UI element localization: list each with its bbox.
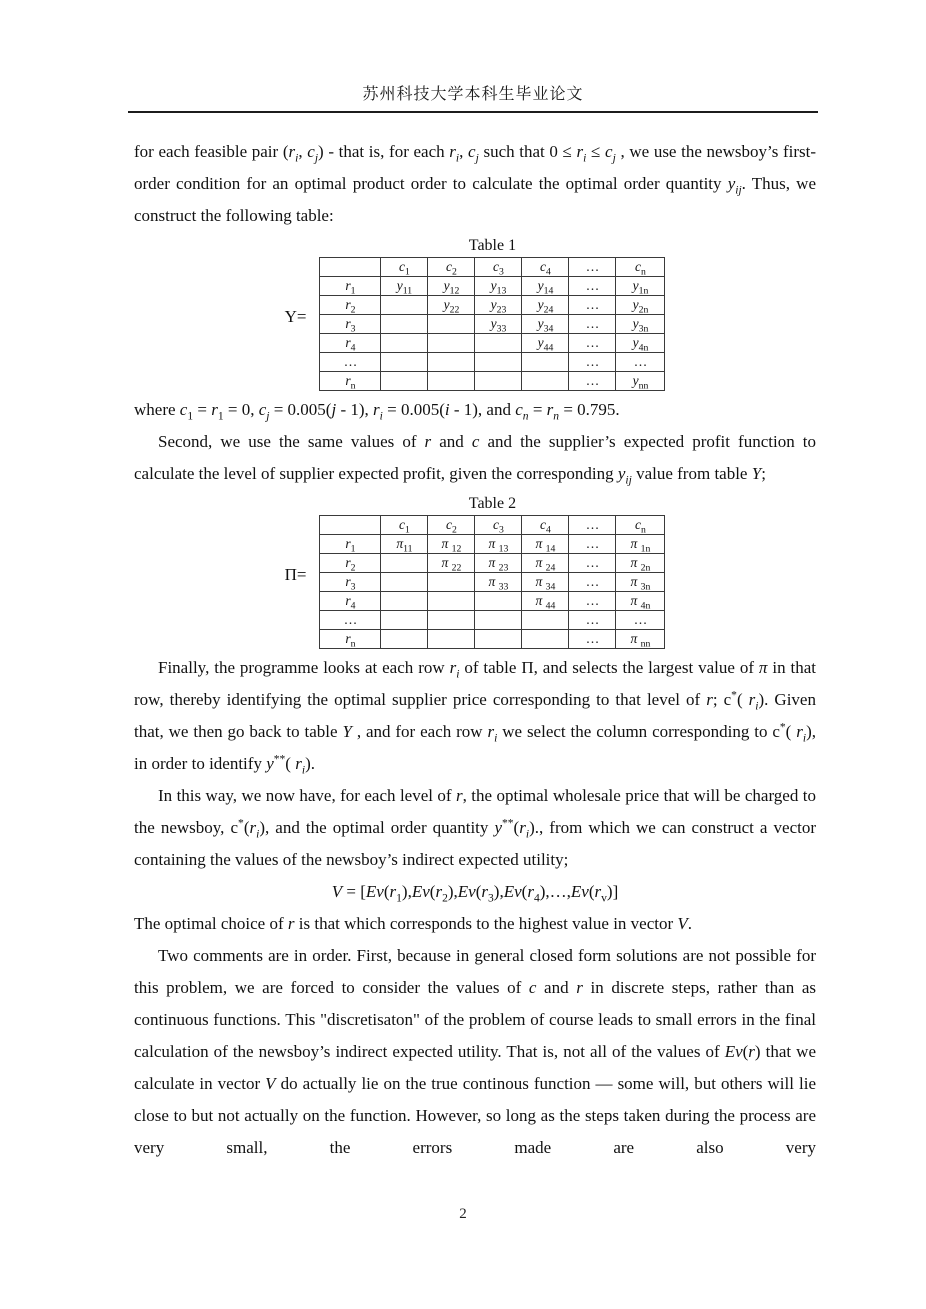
table-cell [475,372,522,391]
table-cell [428,353,475,372]
table-cell: … [569,315,616,334]
table-row [320,296,665,315]
table-cell: $y_{13}$ [475,277,522,296]
table-2-block [319,496,665,649]
table-cell: … [569,554,616,573]
table-row [320,258,665,277]
table-cell [522,630,569,649]
table-cell: … [569,573,616,592]
table-2 [319,515,665,649]
table-cell: … [569,277,616,296]
table-2-caption: Table 2 [468,495,517,512]
table-cell: … [320,611,381,630]
table-cell [381,554,428,573]
table-cell: $y_{1n}$ [616,277,665,296]
paragraph-where-definitions: where $c_1 = r_1 = 0$, $c_j = 0.005(j - 1)$, $r_i = 0.005(i - 1)$, and $c_n = r_n = 0.795$. [134,400,620,423]
figure-table-1 [134,238,816,391]
figure-table-2 [134,496,816,649]
table-row [320,353,665,372]
table-cell: π $_{24}$ [522,554,569,573]
table-cell: $r_4$ [320,592,381,611]
table-row [320,334,665,353]
table-cell: $\pi_{11}$ [381,535,428,554]
table-cell [428,334,475,353]
table-cell: $r_3$ [320,573,381,592]
table-cell [381,334,428,353]
table-cell: $c_4$ [522,258,569,277]
paragraph-optimal-choice: The optimal choice of r is that which corresponds to the highest value in vector V. [134,914,693,933]
matrix-label-y: Y= [284,307,307,326]
table-cell: $y_{34}$ [522,315,569,334]
table-cell: π $_{34}$ [522,573,569,592]
paragraph-in-this-way: In this way, we now have, for each level of r, the optimal wholesale price that will be charged to the newsboy, $c^*(r_i)$, and the optimal order quantity $y^{**}(r_i)$., from which we can construct a vector containing the values of the newsboy’s indirect expected utility; [134,786,816,869]
table-cell [381,611,428,630]
table-cell: π $_{1n}$ [616,535,665,554]
table-cell: … [616,353,665,372]
table-cell: $y_{nn}$ [616,372,665,391]
table-cell: $y_{11}$ [381,277,428,296]
table-cell: $y_{12}$ [428,277,475,296]
table-1 [319,257,665,391]
paragraph-finally: Finally, the programme looks at each row $r_i$ of table Π, and selects the largest value of π in that row, thereby identifying the optimal supplier price corresponding to that level of r; c*( $r_i$). Given that, we then go back to table Y , and for each row $r_i$ we select the column corresponding to c*( $r_i$), in order to identify y**( $r_i$). [134,658,817,777]
table-cell: $r_2$ [320,554,381,573]
table-cell: π $_{33}$ [475,573,522,592]
page-body [134,136,816,1164]
table-row [320,277,665,296]
table-cell: $r_n$ [320,630,381,649]
table-cell [381,296,428,315]
table-cell: … [569,611,616,630]
table-cell [428,372,475,391]
table-cell: π $_{13}$ [475,535,522,554]
table-cell: … [569,296,616,315]
table-cell: $y_{22}$ [428,296,475,315]
running-head-title: 苏州科技大学本科生毕业论文 [362,86,584,103]
table-cell [381,592,428,611]
page-header [128,86,818,113]
table-cell: $c_1$ [381,516,428,535]
table-cell [522,372,569,391]
table-row [320,516,665,535]
table-cell [428,573,475,592]
table-cell [475,611,522,630]
table-cell: π $_{12}$ [428,535,475,554]
paragraph-second: Second, we use the same values of r and c and the supplier’s expected profit function to calculate the level of supplier expected profit, given the corresponding $y_{ij}$ value from table Y; [134,432,816,487]
table-cell: π $_{44}$ [522,592,569,611]
table-1-block [319,238,665,391]
table-row [320,372,665,391]
table-cell: $y_{33}$ [475,315,522,334]
table-cell: $r_3$ [320,315,381,334]
table-cell: $r_1$ [320,535,381,554]
table-cell: $y_{23}$ [475,296,522,315]
table-cell: $c_n$ [616,258,665,277]
page-number: 2 [459,1206,467,1222]
table-cell: π $_{4n}$ [616,592,665,611]
table-1-body [320,258,665,391]
paragraph-two-comments: Two comments are in order. First, because in general closed form solutions are not possible for this problem, we are forced to consider the values of c and r in discrete steps, rather than as continuous functions. This "discretisaton" of the problem of course leads to small errors in the final calculation of the newsboy’s indirect expected utility. That is, not all of the values of Ev(r) that we calculate in vector V do actually lie on the true continous function — some will, but others will lie close to but not actually on the function. However, so long as the steps taken during the process are very small, the errors made are also very [134,946,816,1157]
table-cell [428,630,475,649]
table-cell: $y_{14}$ [522,277,569,296]
table-cell [522,611,569,630]
table-cell: π $_{nn}$ [616,630,665,649]
table-cell [428,315,475,334]
table-cell: $y_{3n}$ [616,315,665,334]
table-cell: … [320,353,381,372]
table-cell: $c_2$ [428,258,475,277]
table-cell [320,258,381,277]
table-row [320,554,665,573]
table-cell: π $_{23}$ [475,554,522,573]
matrix-label-pi: Π= [284,565,307,584]
table-cell: … [569,334,616,353]
table-cell: … [569,353,616,372]
table-cell: $c_3$ [475,258,522,277]
table-cell: … [569,516,616,535]
table-row [320,573,665,592]
table-cell [475,353,522,372]
table-row [320,315,665,334]
table-cell [475,630,522,649]
table-cell [381,573,428,592]
table-cell [522,353,569,372]
table-cell [381,315,428,334]
table-cell: … [616,611,665,630]
table-cell: $y_{2n}$ [616,296,665,315]
table-cell: … [569,535,616,554]
table-cell: π $_{14}$ [522,535,569,554]
table-cell: $y_{24}$ [522,296,569,315]
table-cell [475,334,522,353]
table-cell [381,630,428,649]
table-cell: … [569,592,616,611]
table-1-caption: Table 1 [468,237,517,254]
table-cell: $c_n$ [616,516,665,535]
table-cell: $c_4$ [522,516,569,535]
table-cell [320,516,381,535]
table-cell: $y_{44}$ [522,334,569,353]
table-cell [428,592,475,611]
table-cell: $r_1$ [320,277,381,296]
table-cell: … [569,630,616,649]
table-cell [475,592,522,611]
table-cell: $y_{4n}$ [616,334,665,353]
table-cell: $r_4$ [320,334,381,353]
table-cell: π $_{22}$ [428,554,475,573]
table-row [320,630,665,649]
table-cell: $r_2$ [320,296,381,315]
vector-v-equation: $V = [Ev(r_1),Ev(r_2),Ev(r_3),Ev(r_4),\dots,Ev(r_v)]$ [331,882,619,905]
table-cell [381,372,428,391]
table-cell: $c_3$ [475,516,522,535]
table-cell: … [569,372,616,391]
table-cell [381,353,428,372]
table-row [320,611,665,630]
table-cell: … [569,258,616,277]
table-row [320,535,665,554]
table-cell: $c_1$ [381,258,428,277]
table-row [320,592,665,611]
table-2-body [320,516,665,649]
paragraph-feasible-pair: for each feasible pair ($r_i$, $c_j$) - that is, for each $r_i$, $c_j$ such that $0 \le r_i \le c_j$ , we use the newsboy’s first-order condition for an optimal product order to calculate the optimal order quantity $y_{ij}$. Thus, we construct the following table: [134,142,817,225]
table-cell [428,611,475,630]
table-cell: $r_n$ [320,372,381,391]
table-cell: π $_{2n}$ [616,554,665,573]
table-cell: π $_{3n}$ [616,573,665,592]
table-cell: $c_2$ [428,516,475,535]
